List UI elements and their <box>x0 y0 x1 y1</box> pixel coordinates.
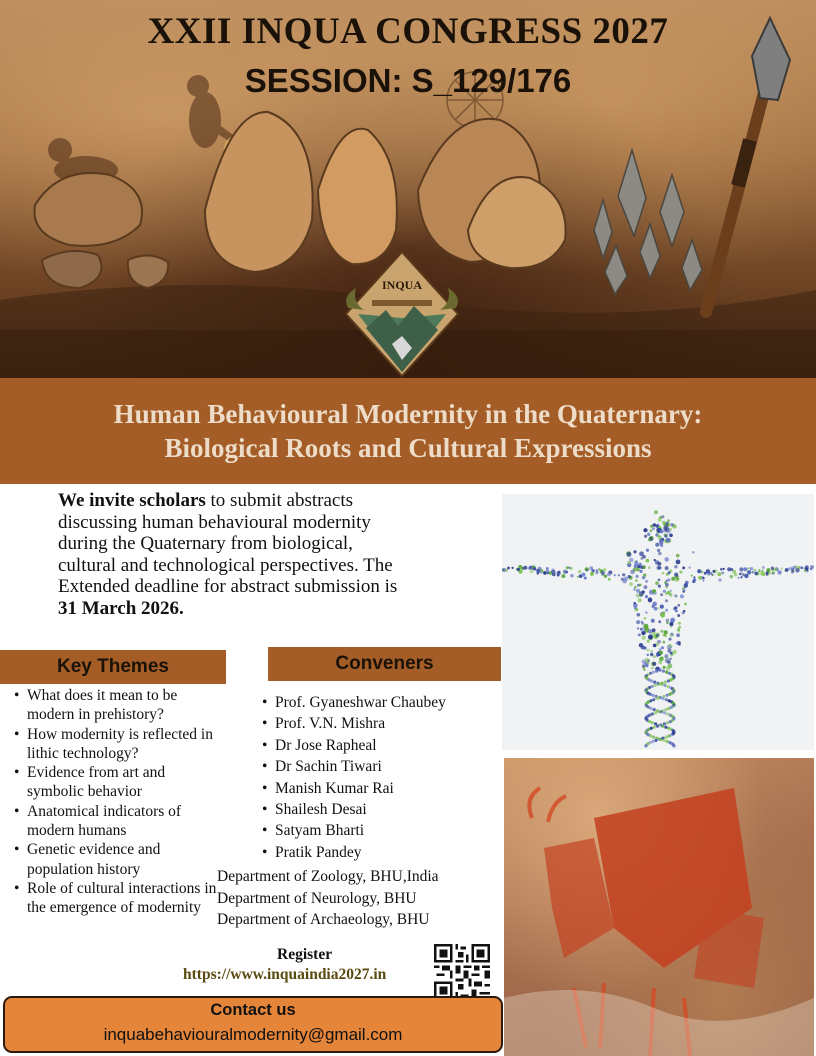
list-item: • Prof. V.N. Mishra <box>262 713 502 734</box>
list-item: • Dr Jose Rapheal <box>262 735 502 756</box>
list-item: • Manish Kumar Rai <box>262 778 502 799</box>
inqua-logo <box>342 248 462 378</box>
list-item: • What does it mean to be modern in prehistory? <box>14 686 219 725</box>
intro-paragraph <box>58 490 408 619</box>
list-item: • Role of cultural interactions in the emergence of modernity <box>14 879 219 918</box>
list-item: • Pratik Pandey <box>262 842 502 863</box>
session-title <box>48 397 768 465</box>
contact-box <box>3 996 503 1053</box>
session-title-line-2: Biological Roots and Cultural Expressions <box>164 433 652 463</box>
list-item: • Satyam Bharti <box>262 820 502 841</box>
key-themes-list <box>14 686 219 918</box>
intro-lead: We invite scholars <box>58 490 206 511</box>
department-line: Department of Zoology, BHU,India <box>217 868 439 885</box>
inqua-diamond-emblem-icon <box>342 248 462 378</box>
list-item: • Shailesh Desai <box>262 799 502 820</box>
session-title-line-1: Human Behavioural Modernity in the Quaternary: <box>113 399 703 429</box>
list-item: • Prof. Gyaneshwar Chaubey <box>262 692 502 713</box>
dna-human-figure-image <box>502 494 814 750</box>
contact-heading: Contact us <box>210 1001 296 1019</box>
rock-art-image <box>504 758 814 1056</box>
list-item: • Dr Sachin Tiwari <box>262 756 502 777</box>
departments-block <box>217 866 507 931</box>
department-line: Department of Archaeology, BHU <box>217 911 430 928</box>
intro-body: to submit abstracts discussing human behavioural modernity during the Quaternary from biological, cultural and technological perspectives. The Extended deadline for abstract submission is <box>58 490 398 597</box>
emblem-label: INQUA <box>381 278 422 292</box>
conveners-list <box>262 692 502 863</box>
list-item: • Anatomical indicators of modern humans <box>14 802 219 841</box>
key-themes-header: Key Themes <box>0 650 226 684</box>
conveners-header: Conveners <box>268 647 501 681</box>
abstract-deadline: 31 March 2026. <box>58 597 184 619</box>
register-label: Register <box>277 946 333 963</box>
list-item: • How modernity is reflected in lithic technology? <box>14 725 219 764</box>
rock-painting-illustration <box>504 758 814 1056</box>
congress-title: XXII INQUA CONGRESS 2027 <box>147 11 669 52</box>
session-code: SESSION: S_129/176 <box>244 62 572 99</box>
list-item: • Evidence from art and symbolic behavior <box>14 763 219 802</box>
dna-human-illustration <box>502 494 814 750</box>
contact-email-link[interactable]: inquabehaviouralmodernity@gmail.com <box>103 1025 403 1044</box>
department-line: Department of Neurology, BHU <box>217 889 417 907</box>
qr-code-icon[interactable] <box>434 944 490 1000</box>
list-item: • Genetic evidence and population history <box>14 840 219 879</box>
session-title-band <box>0 378 816 484</box>
register-link[interactable]: https://www.inquaindia2027.in <box>183 966 387 983</box>
hero-banner <box>0 0 816 378</box>
